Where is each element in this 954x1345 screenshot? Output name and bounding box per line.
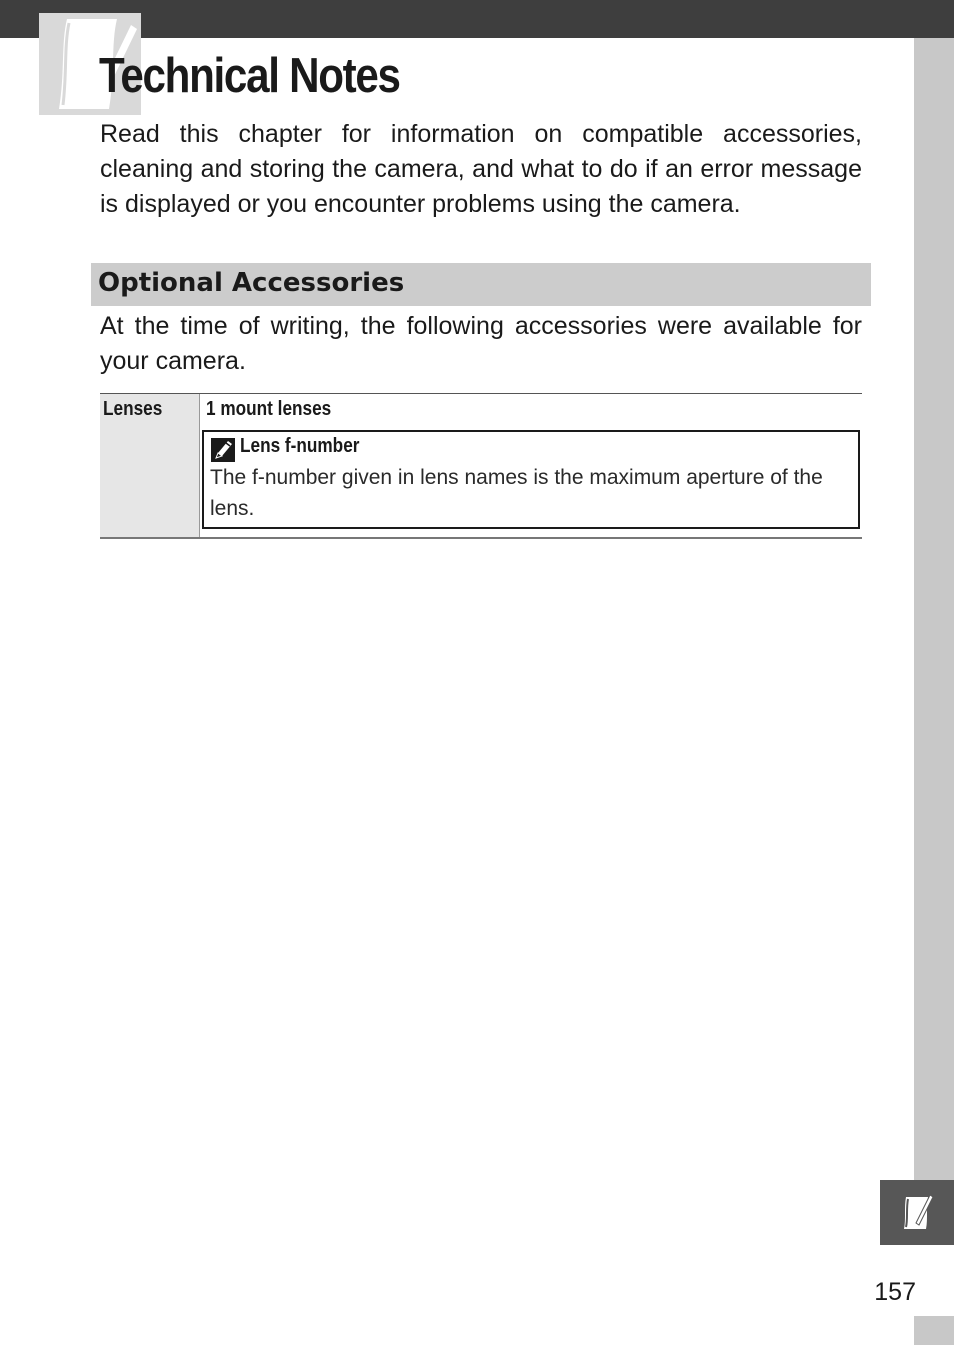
side-strip xyxy=(914,38,954,1188)
section-paragraph: At the time of writing, the following accessories were available for your camera. xyxy=(100,312,862,375)
chapter-tab[interactable] xyxy=(880,1180,954,1245)
pen-notebook-tab-icon xyxy=(902,1193,934,1231)
section-header xyxy=(91,263,871,306)
page-title: Technical Notes xyxy=(99,49,400,103)
note-text: The f-number given in lens names is the maximum aperture of the lens. xyxy=(210,466,823,520)
section-title: Optional Accessories xyxy=(98,268,405,298)
table-row-label-cell xyxy=(100,394,200,537)
page-number: 157 xyxy=(874,1278,916,1306)
row-label: Lenses xyxy=(103,398,163,420)
note-title: Lens f-number xyxy=(240,435,360,457)
intro-paragraph: Read this chapter for information on compatible accessories, cleaning and storing the camera, and what to do if an error message is displayed or you encounter problems using the camera. xyxy=(100,120,862,218)
top-bar xyxy=(0,0,954,38)
side-strip-bottom xyxy=(914,1316,954,1345)
row-heading: 1 mount lenses xyxy=(206,398,332,420)
note-box xyxy=(202,430,860,529)
accessories-table xyxy=(100,393,862,539)
pencil-note-icon xyxy=(211,438,235,462)
